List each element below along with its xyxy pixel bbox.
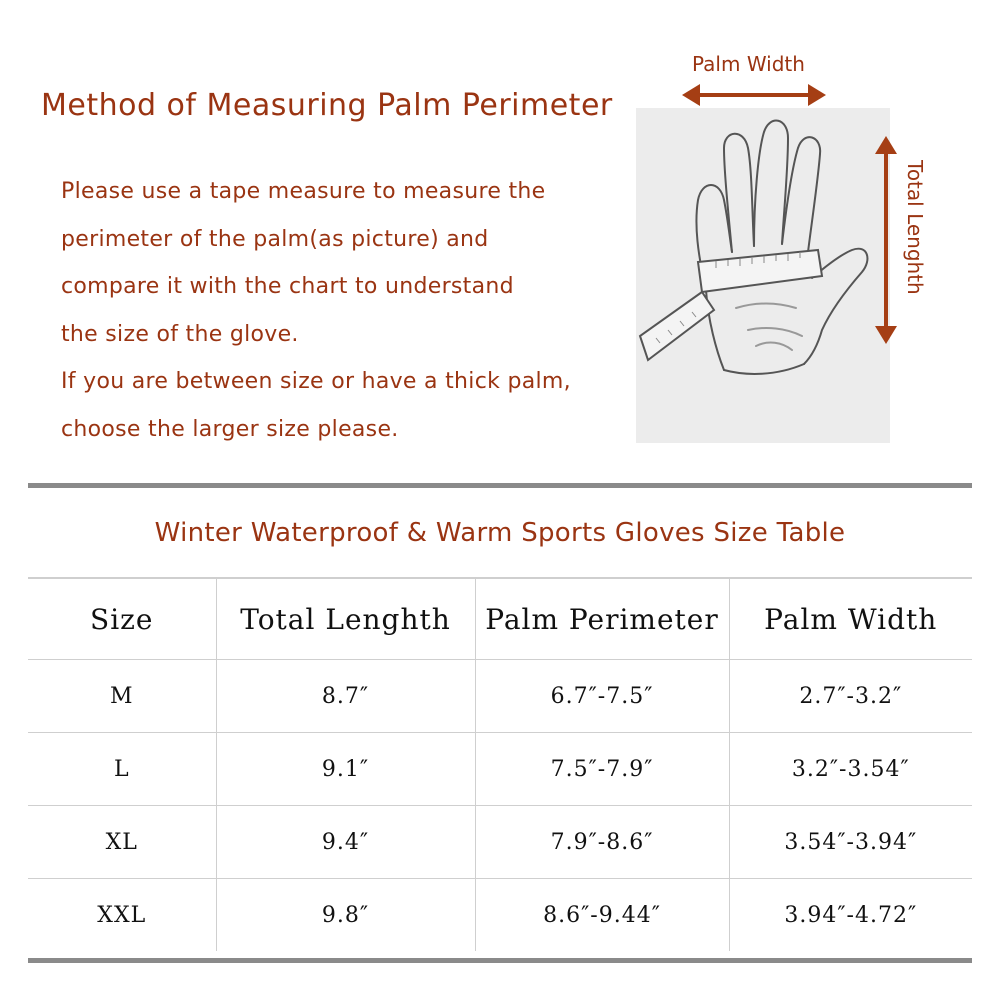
column-header: Size <box>28 578 216 660</box>
instruction-line: the size of the glove. <box>61 321 299 347</box>
instruction-line: perimeter of the palm(as picture) and <box>61 226 489 252</box>
table-cell: 3.2″-3.54″ <box>729 733 972 806</box>
table-cell: 9.1″ <box>216 733 475 806</box>
table-header-row <box>28 578 972 660</box>
size-table <box>28 577 972 951</box>
table-cell: 7.9″-8.6″ <box>475 806 729 879</box>
size-table-container <box>28 483 972 963</box>
table-cell: 8.6″-9.44″ <box>475 879 729 952</box>
table-cell: L <box>28 733 216 806</box>
table-cell: 7.5″-7.9″ <box>475 733 729 806</box>
total-length-label: Total Lenghth <box>903 160 927 295</box>
column-header: Palm Width <box>729 578 972 660</box>
table-cell: 3.54″-3.94″ <box>729 806 972 879</box>
table-cell: 6.7″-7.5″ <box>475 660 729 733</box>
table-cell: 8.7″ <box>216 660 475 733</box>
instructions-text <box>61 168 631 454</box>
instruction-line: If you are between size or have a thick palm, <box>61 369 571 395</box>
table-title: Winter Waterproof & Warm Sports Gloves Size Table <box>154 517 846 548</box>
table-row <box>28 660 972 733</box>
table-cell: XXL <box>28 879 216 952</box>
palm-width-label: Palm Width <box>692 52 805 76</box>
table-cell: 3.94″-4.72″ <box>729 879 972 952</box>
table-cell: M <box>28 660 216 733</box>
column-header: Total Lenghth <box>216 578 475 660</box>
total-length-arrow-icon <box>875 136 897 344</box>
table-row <box>28 879 972 952</box>
palm-width-arrow-icon <box>682 84 826 106</box>
table-cell: 9.4″ <box>216 806 475 879</box>
table-cell: 2.7″-3.2″ <box>729 660 972 733</box>
instruction-line: Please use a tape measure to measure the <box>61 179 546 204</box>
instruction-line: compare it with the chart to understand <box>61 274 514 300</box>
table-cell: 9.8″ <box>216 879 475 952</box>
table-row <box>28 733 972 806</box>
page-title: Method of Measuring Palm Perimeter <box>41 88 613 123</box>
table-cell: XL <box>28 806 216 879</box>
column-header: Palm Perimeter <box>475 578 729 660</box>
instruction-line: choose the larger size please. <box>61 416 399 442</box>
table-row <box>28 806 972 879</box>
